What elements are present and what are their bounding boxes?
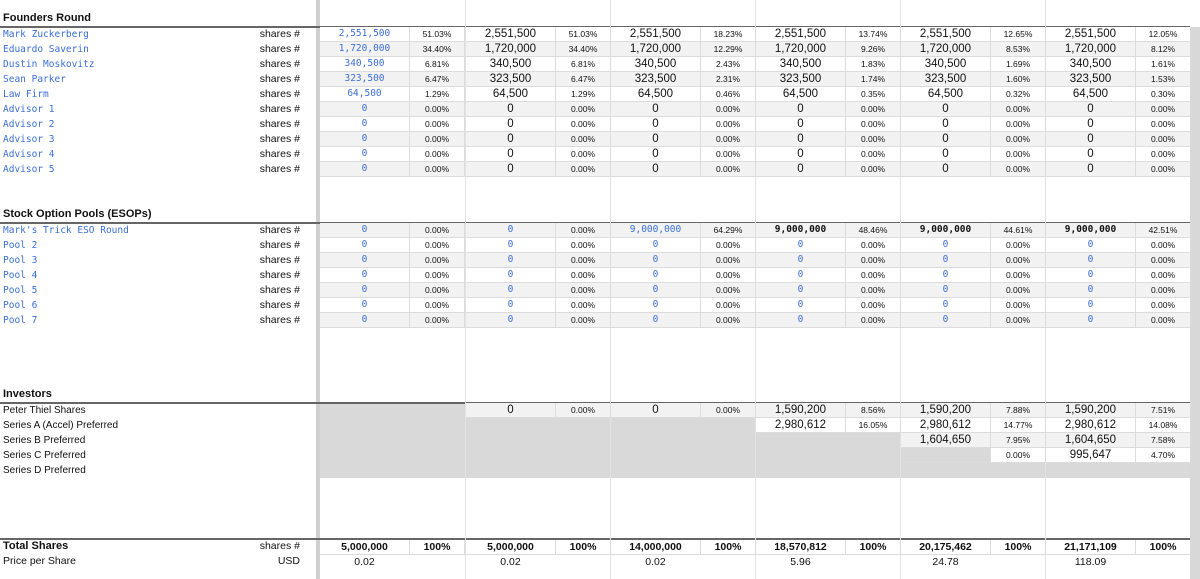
shares-cell[interactable]: 2,551,500	[320, 27, 410, 42]
shares-cell[interactable]: 2,980,612	[1046, 418, 1136, 433]
percent-cell: 0.00%	[991, 298, 1046, 313]
percent-cell: 0.00%	[556, 132, 611, 147]
shares-cell[interactable]: 0	[1046, 313, 1136, 328]
row-label: Pool 2	[3, 240, 38, 251]
shares-cell[interactable]: 0	[756, 102, 846, 117]
empty-cell[interactable]	[901, 448, 991, 463]
percent-cell: 64.29%	[701, 223, 756, 238]
shares-cell[interactable]: 0	[1046, 162, 1136, 177]
row-label: Series C Preferred	[3, 450, 86, 461]
shares-cell[interactable]: 64,500	[901, 87, 991, 102]
percent-cell: 4.70%	[1136, 448, 1191, 463]
percent-cell: 9.26%	[846, 42, 901, 57]
shares-cell[interactable]: 0	[466, 313, 556, 328]
price-cell: 0.02	[320, 555, 409, 569]
percent-cell: 1.29%	[410, 87, 465, 102]
percent-cell: 0.00%	[846, 102, 901, 117]
percent-cell: 0.30%	[1136, 87, 1191, 102]
unit-label: shares #	[259, 88, 300, 100]
unit-label: shares #	[259, 58, 300, 70]
percent-cell: 0.00%	[846, 313, 901, 328]
shares-cell[interactable]: 0	[756, 132, 846, 147]
percent-cell: 34.40%	[410, 42, 465, 57]
price-cell: 24.78	[901, 555, 990, 569]
total-shares-cell: 5,000,000	[320, 540, 410, 555]
percent-cell: 0.00%	[846, 298, 901, 313]
percent-cell: 0.00%	[701, 253, 756, 268]
percent-cell: 8.56%	[846, 403, 901, 418]
total-shares-cell: 5,000,000	[466, 540, 556, 555]
percent-cell: 0.00%	[556, 298, 611, 313]
row-label: Mark Zuckerberg	[3, 29, 89, 40]
shares-cell[interactable]: 323,500	[611, 72, 701, 87]
shares-cell[interactable]: 0	[466, 132, 556, 147]
shares-cell[interactable]: 0	[901, 298, 991, 313]
percent-cell: 1.29%	[556, 87, 611, 102]
shares-cell[interactable]: 0	[611, 162, 701, 177]
percent-cell: 0.00%	[410, 283, 465, 298]
row-label: Mark's Trick ESO Round	[3, 225, 129, 236]
shares-cell[interactable]: 0	[320, 132, 410, 147]
percent-cell: 0.00%	[556, 268, 611, 283]
percent-cell: 0.00%	[991, 117, 1046, 132]
shares-cell[interactable]: 9,000,000	[1046, 223, 1136, 238]
percent-cell: 44.61%	[991, 223, 1046, 238]
percent-cell: 0.00%	[410, 117, 465, 132]
percent-cell: 6.47%	[556, 72, 611, 87]
shares-cell[interactable]: 2,980,612	[756, 418, 846, 433]
percent-cell: 0.00%	[846, 162, 901, 177]
shares-cell[interactable]: 1,720,000	[756, 42, 846, 57]
shares-cell[interactable]: 0	[901, 102, 991, 117]
percent-cell: 2.31%	[701, 72, 756, 87]
shares-cell[interactable]: 0	[901, 283, 991, 298]
percent-cell: 0.00%	[991, 283, 1046, 298]
percent-cell: 0.00%	[991, 102, 1046, 117]
percent-cell: 18.23%	[701, 27, 756, 42]
shares-cell[interactable]: 323,500	[756, 72, 846, 87]
price-cell: 0.02	[611, 555, 700, 569]
unit-label: shares #	[259, 239, 300, 251]
shares-cell[interactable]: 0	[901, 268, 991, 283]
percent-cell: 0.00%	[701, 132, 756, 147]
shares-cell[interactable]: 340,500	[611, 57, 701, 72]
percent-cell: 34.40%	[556, 42, 611, 57]
percent-cell: 0.00%	[1136, 147, 1191, 162]
unit-label: shares #	[259, 73, 300, 85]
shares-cell[interactable]: 0	[466, 253, 556, 268]
shares-cell[interactable]: 0	[611, 313, 701, 328]
shares-cell[interactable]: 0	[756, 298, 846, 313]
row-label: Advisor 5	[3, 164, 55, 175]
percent-cell: 0.00%	[846, 253, 901, 268]
percent-cell: 0.00%	[410, 223, 465, 238]
row-label: Series B Preferred	[3, 435, 86, 446]
percent-cell: 0.46%	[701, 87, 756, 102]
shares-cell[interactable]: 1,590,200	[901, 403, 991, 418]
percent-cell: 0.00%	[1136, 253, 1191, 268]
unit-label: shares #	[259, 314, 300, 326]
shares-cell[interactable]: 0	[466, 147, 556, 162]
shares-cell[interactable]: 323,500	[466, 72, 556, 87]
shares-cell[interactable]: 0	[756, 117, 846, 132]
row-label: Series A (Accel) Preferred	[3, 420, 119, 431]
shares-cell[interactable]: 0	[320, 117, 410, 132]
shares-cell[interactable]: 0	[320, 298, 410, 313]
row-label: Eduardo Saverin	[3, 44, 89, 55]
percent-cell: 0.00%	[1136, 283, 1191, 298]
shares-cell[interactable]: 0	[320, 147, 410, 162]
row-label: Pool 3	[3, 255, 38, 266]
percent-cell: 0.00%	[1136, 117, 1191, 132]
percent-cell: 12.65%	[991, 27, 1046, 42]
shares-cell[interactable]: 340,500	[901, 57, 991, 72]
shares-cell[interactable]: 0	[611, 117, 701, 132]
percent-cell: 6.47%	[410, 72, 465, 87]
total-shares-cell: 18,570,812	[756, 540, 846, 555]
percent-cell: 1.74%	[846, 72, 901, 87]
percent-cell: 1.83%	[846, 57, 901, 72]
shares-cell[interactable]: 0	[320, 102, 410, 117]
shares-cell[interactable]: 0	[901, 253, 991, 268]
percent-cell: 12.29%	[701, 42, 756, 57]
percent-cell: 0.00%	[410, 313, 465, 328]
percent-cell: 0.00%	[410, 132, 465, 147]
esops-section-title: Stock Option Pools (ESOPs)	[3, 208, 152, 220]
percent-cell: 14.08%	[1136, 418, 1191, 433]
investors-section-title: Investors	[3, 388, 52, 400]
total-shares-label: Total Shares	[3, 540, 69, 552]
shares-cell[interactable]: 0	[320, 223, 410, 238]
shares-cell[interactable]: 0	[1046, 132, 1136, 147]
shares-cell[interactable]: 1,720,000	[1046, 42, 1136, 57]
total-percent-cell: 100%	[846, 540, 901, 555]
percent-cell: 7.51%	[1136, 403, 1191, 418]
shares-cell[interactable]: 995,647	[1046, 448, 1136, 463]
percent-cell: 0.00%	[701, 268, 756, 283]
shares-cell[interactable]: 0	[901, 132, 991, 147]
shares-cell[interactable]: 323,500	[901, 72, 991, 87]
percent-cell: 0.00%	[1136, 238, 1191, 253]
percent-cell: 0.00%	[410, 102, 465, 117]
unit-label: shares #	[259, 269, 300, 281]
shares-cell[interactable]: 340,500	[466, 57, 556, 72]
shares-cell[interactable]: 0	[1046, 253, 1136, 268]
price-cell: 118.09	[1046, 555, 1135, 569]
percent-cell: 0.00%	[846, 147, 901, 162]
shares-cell[interactable]: 2,551,500	[756, 27, 846, 42]
shares-cell[interactable]: 1,604,650	[901, 433, 991, 448]
shares-cell[interactable]: 0	[756, 268, 846, 283]
percent-cell: 0.00%	[1136, 162, 1191, 177]
shares-cell[interactable]: 64,500	[466, 87, 556, 102]
total-percent-cell: 100%	[556, 540, 611, 555]
percent-cell: 0.00%	[556, 238, 611, 253]
shares-cell[interactable]: 64,500	[611, 87, 701, 102]
total-percent-cell: 100%	[701, 540, 756, 555]
percent-cell: 0.00%	[556, 223, 611, 238]
shares-cell[interactable]: 0	[756, 253, 846, 268]
percent-cell: 7.88%	[991, 403, 1046, 418]
percent-cell: 0.00%	[991, 147, 1046, 162]
percent-cell: 0.00%	[410, 253, 465, 268]
shares-cell[interactable]: 0	[1046, 102, 1136, 117]
shares-cell[interactable]: 1,590,200	[1046, 403, 1136, 418]
price-cell: 5.96	[756, 555, 845, 569]
shares-cell[interactable]: 9,000,000	[611, 223, 701, 238]
shares-cell[interactable]: 0	[466, 162, 556, 177]
row-label: Advisor 4	[3, 149, 55, 160]
shares-cell[interactable]: 0	[1046, 147, 1136, 162]
percent-cell: 0.00%	[556, 403, 611, 418]
percent-cell: 1.60%	[991, 72, 1046, 87]
shares-cell[interactable]: 0	[756, 147, 846, 162]
shares-cell[interactable]: 0	[611, 298, 701, 313]
total-unit-label: shares #	[259, 540, 300, 552]
shares-cell[interactable]: 0	[320, 253, 410, 268]
shares-cell[interactable]: 1,720,000	[611, 42, 701, 57]
vertical-scrollbar[interactable]	[1190, 27, 1200, 579]
percent-cell: 0.00%	[701, 283, 756, 298]
row-label: Advisor 3	[3, 134, 55, 145]
percent-cell: 1.53%	[1136, 72, 1191, 87]
percent-cell: 0.00%	[701, 102, 756, 117]
row-label: Pool 6	[3, 300, 38, 311]
percent-cell: 0.00%	[556, 162, 611, 177]
shares-cell[interactable]: 0	[466, 102, 556, 117]
row-label: Law Firm	[3, 89, 49, 100]
row-label: Peter Thiel Shares	[3, 405, 86, 416]
shares-cell[interactable]: 0	[611, 147, 701, 162]
shares-cell[interactable]: 64,500	[320, 87, 410, 102]
price-unit-label: USD	[277, 555, 300, 567]
shares-cell[interactable]: 2,551,500	[1046, 27, 1136, 42]
percent-cell: 0.00%	[846, 268, 901, 283]
percent-cell: 0.00%	[1136, 102, 1191, 117]
percent-cell: 6.81%	[410, 57, 465, 72]
percent-cell: 0.00%	[991, 238, 1046, 253]
percent-cell: 0.00%	[701, 298, 756, 313]
percent-cell: 0.00%	[701, 238, 756, 253]
unit-label: shares #	[259, 133, 300, 145]
shares-cell[interactable]: 0	[466, 268, 556, 283]
percent-cell: 13.74%	[846, 27, 901, 42]
total-shares-cell: 21,171,109	[1046, 540, 1136, 555]
shares-cell[interactable]: 323,500	[1046, 72, 1136, 87]
percent-cell: 0.00%	[556, 253, 611, 268]
percent-cell: 0.32%	[991, 87, 1046, 102]
row-label: Pool 5	[3, 285, 38, 296]
percent-cell: 0.00%	[410, 268, 465, 283]
percent-cell: 0.00%	[991, 132, 1046, 147]
unit-label: shares #	[259, 224, 300, 236]
shares-cell[interactable]: 2,980,612	[901, 418, 991, 433]
percent-cell: 0.00%	[556, 147, 611, 162]
shares-cell[interactable]: 2,551,500	[611, 27, 701, 42]
shares-cell[interactable]: 1,720,000	[466, 42, 556, 57]
shares-cell[interactable]: 0	[1046, 298, 1136, 313]
row-label: Sean Parker	[3, 74, 66, 85]
shares-cell[interactable]: 0	[1046, 117, 1136, 132]
percent-cell: 0.00%	[410, 238, 465, 253]
total-shares-cell: 14,000,000	[611, 540, 701, 555]
unit-label: shares #	[259, 118, 300, 130]
percent-cell: 0.00%	[556, 283, 611, 298]
shares-cell[interactable]: 340,500	[1046, 57, 1136, 72]
unit-label: shares #	[259, 284, 300, 296]
percent-cell: 16.05%	[846, 418, 901, 433]
total-shares-cell: 20,175,462	[901, 540, 991, 555]
shares-cell[interactable]: 0	[466, 223, 556, 238]
total-percent-cell: 100%	[1136, 540, 1191, 555]
unit-label: shares #	[259, 28, 300, 40]
shares-cell[interactable]: 9,000,000	[901, 223, 991, 238]
row-label: Dustin Moskovitz	[3, 59, 95, 70]
percent-cell: 0.00%	[701, 117, 756, 132]
unit-label: shares #	[259, 103, 300, 115]
shares-cell[interactable]: 0	[466, 238, 556, 253]
shares-cell[interactable]: 0	[466, 298, 556, 313]
percent-cell: 7.58%	[1136, 433, 1191, 448]
shares-cell[interactable]: 0	[320, 283, 410, 298]
shares-cell[interactable]: 0	[901, 238, 991, 253]
shares-cell[interactable]: 340,500	[320, 57, 410, 72]
shares-cell[interactable]: 0	[901, 162, 991, 177]
shares-cell[interactable]: 9,000,000	[756, 223, 846, 238]
shares-cell[interactable]: 0	[320, 268, 410, 283]
percent-cell: 0.00%	[701, 147, 756, 162]
shares-cell[interactable]: 2,551,500	[466, 27, 556, 42]
shares-cell[interactable]: 0	[756, 162, 846, 177]
shares-cell[interactable]: 0	[1046, 238, 1136, 253]
percent-cell: 42.51%	[1136, 223, 1191, 238]
percent-cell: 51.03%	[410, 27, 465, 42]
total-percent-cell: 100%	[410, 540, 465, 555]
percent-cell: 0.00%	[991, 313, 1046, 328]
percent-cell: 0.00%	[846, 283, 901, 298]
shares-cell[interactable]: 0	[466, 283, 556, 298]
founders-section-title: Founders Round	[3, 12, 91, 24]
percent-cell: 0.00%	[1136, 298, 1191, 313]
shares-cell[interactable]: 64,500	[756, 87, 846, 102]
row-label: Series D Preferred	[3, 465, 86, 476]
unit-label: shares #	[259, 299, 300, 311]
unit-label: shares #	[259, 254, 300, 266]
shares-cell[interactable]: 0	[320, 238, 410, 253]
percent-cell: 0.00%	[991, 162, 1046, 177]
percent-cell: 0.00%	[991, 268, 1046, 283]
percent-cell: 8.12%	[1136, 42, 1191, 57]
shares-cell[interactable]: 0	[901, 147, 991, 162]
shares-cell[interactable]: 1,720,000	[320, 42, 410, 57]
shares-cell[interactable]: 0	[611, 253, 701, 268]
percent-cell: 0.00%	[410, 298, 465, 313]
percent-cell: 0.00%	[701, 162, 756, 177]
percent-cell: 0.00%	[701, 313, 756, 328]
row-label: Pool 7	[3, 315, 38, 326]
percent-cell: 6.81%	[556, 57, 611, 72]
shares-cell[interactable]: 64,500	[1046, 87, 1136, 102]
percent-cell: 2.43%	[701, 57, 756, 72]
percent-cell: 0.00%	[846, 117, 901, 132]
price-cell: 0.02	[466, 555, 555, 569]
shares-cell[interactable]: 0	[756, 313, 846, 328]
percent-cell: 1.61%	[1136, 57, 1191, 72]
shares-cell[interactable]: 0	[756, 238, 846, 253]
percent-cell: 0.00%	[1136, 132, 1191, 147]
shares-cell[interactable]: 0	[611, 132, 701, 147]
shares-cell[interactable]: 0	[466, 117, 556, 132]
percent-cell: 12.05%	[1136, 27, 1191, 42]
percent-cell: 0.00%	[846, 132, 901, 147]
shares-cell[interactable]: 1,604,650	[1046, 433, 1136, 448]
percent-cell: 0.00%	[991, 448, 1046, 463]
shares-cell[interactable]: 0	[1046, 268, 1136, 283]
percent-cell: 1.69%	[991, 57, 1046, 72]
percent-cell: 51.03%	[556, 27, 611, 42]
percent-cell: 48.46%	[846, 223, 901, 238]
percent-cell: 0.00%	[846, 238, 901, 253]
shares-cell[interactable]: 0	[611, 283, 701, 298]
shares-cell[interactable]: 0	[611, 238, 701, 253]
percent-cell: 0.00%	[1136, 268, 1191, 283]
unit-label: shares #	[259, 148, 300, 160]
shares-cell[interactable]: 0	[901, 313, 991, 328]
shares-cell[interactable]: 323,500	[320, 72, 410, 87]
shares-cell[interactable]: 1,590,200	[756, 403, 846, 418]
shares-cell[interactable]: 2,551,500	[901, 27, 991, 42]
row-label: Advisor 1	[3, 104, 55, 115]
percent-cell: 0.00%	[701, 403, 756, 418]
percent-cell: 8.53%	[991, 42, 1046, 57]
unit-label: shares #	[259, 43, 300, 55]
percent-cell: 0.35%	[846, 87, 901, 102]
shares-cell[interactable]: 0	[901, 117, 991, 132]
unit-label: shares #	[259, 163, 300, 175]
shares-cell[interactable]: 340,500	[756, 57, 846, 72]
shares-cell[interactable]: 0	[611, 268, 701, 283]
percent-cell: 0.00%	[410, 162, 465, 177]
row-label: Advisor 2	[3, 119, 55, 130]
row-label: Pool 4	[3, 270, 38, 281]
shares-cell[interactable]: 1,720,000	[901, 42, 991, 57]
shares-cell[interactable]: 0	[756, 283, 846, 298]
shares-cell[interactable]: 0	[1046, 283, 1136, 298]
shares-cell[interactable]: 0	[320, 313, 410, 328]
percent-cell: 0.00%	[1136, 313, 1191, 328]
shares-cell[interactable]: 0	[320, 162, 410, 177]
percent-cell: 0.00%	[556, 313, 611, 328]
shares-cell[interactable]: 0	[611, 403, 701, 418]
percent-cell: 0.00%	[410, 147, 465, 162]
percent-cell: 0.00%	[991, 253, 1046, 268]
percent-cell: 7.95%	[991, 433, 1046, 448]
total-percent-cell: 100%	[991, 540, 1046, 555]
percent-cell: 0.00%	[556, 117, 611, 132]
shares-cell[interactable]: 0	[611, 102, 701, 117]
percent-cell: 14.77%	[991, 418, 1046, 433]
price-per-share-label: Price per Share	[3, 555, 76, 567]
percent-cell: 0.00%	[556, 102, 611, 117]
shares-cell[interactable]: 0	[466, 403, 556, 418]
